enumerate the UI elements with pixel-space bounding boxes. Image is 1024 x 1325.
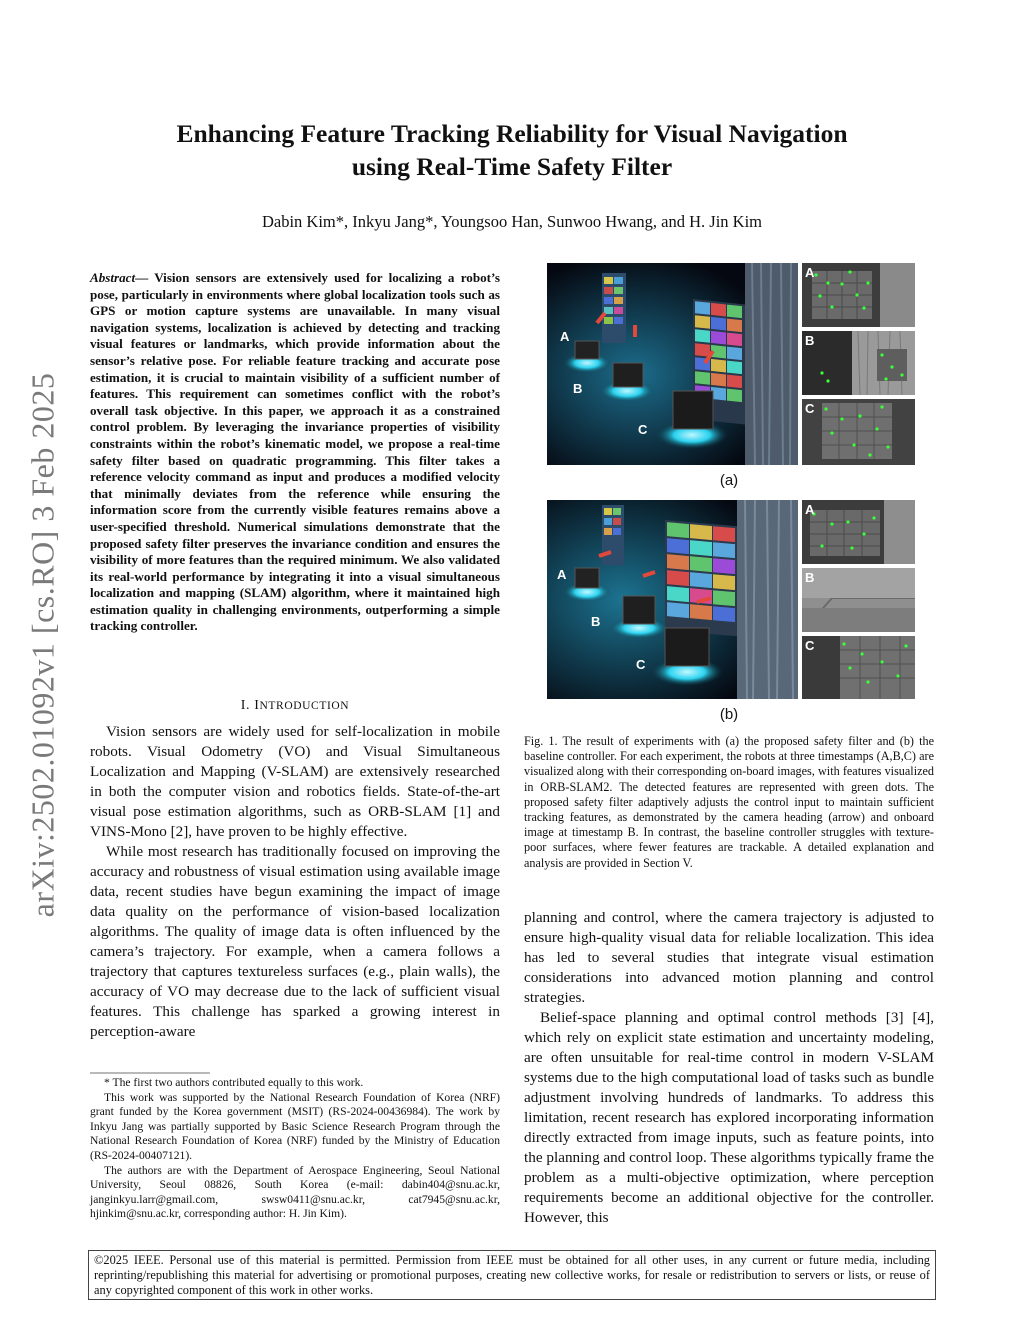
- section-numeral: I. I: [240, 698, 260, 713]
- onboard-image: [802, 636, 915, 699]
- robot-label-a: A: [560, 329, 570, 344]
- section-heading: [90, 698, 500, 714]
- paragraph: Belief-space planning and optimal control methods [3] [4], which rely on explicit state estimation and uncertainty modeling, are often unsuitable for real-time control in modern V-SLAM systems due to the high computational load of tasks such as bundle adjustment involving hundreds of landmarks. To address this limitation, recent research has explored incorporating information directly extracted from image inputs, such as feature points, into the planning and control loop. These algorithms typically frame the problem as a multi-objective optimization, where perception requirements become an additional objective for the controller. However, this: [524, 1009, 934, 1226]
- abstract: [90, 270, 500, 635]
- footnote-funding: This work was supported by the National Research Foundation of Korea (NRF) grant funded by the Korea government (MSIT) (RS-2024-00436984). The work by Inkyu Jang was partially supported by Basic Science Research Program through the National Research Foundation of Korea (NRF) funded by the Ministry of Education (RS-2024-00407121).: [90, 1090, 500, 1162]
- figure-a-scene: [547, 263, 798, 465]
- paper-title: [90, 117, 934, 183]
- onboard-label-b: B: [805, 333, 815, 348]
- onboard-image: [802, 399, 915, 465]
- figure-b-scene: [547, 500, 798, 699]
- figure-label-b: (b): [719, 706, 739, 723]
- robot-label-b: B: [573, 381, 583, 396]
- robot-label-c: C: [638, 422, 648, 437]
- robot-label-c: C: [636, 657, 646, 672]
- figure-label-a: (a): [719, 472, 739, 489]
- author-list: Dabin Kim*, Inkyu Jang*, Youngsoo Han, Sunwoo Hwang, and H. Jin Kim: [261, 212, 763, 231]
- footnote-equal-contribution: * The first two authors contributed equally to this work.: [104, 1076, 364, 1089]
- paragraph: While most research has traditionally focused on improving the accuracy and robustness of visual estimation using available image data, recent studies have begun examining the impact of image data quality on the performance of vision-based localization algorithms. The quality of image data is often influenced by the camera’s trajectory. For example, when a camera follows a trajectory that captures textureless surfaces (e.g., plain walls), the accuracy of VO may decrease due to the lack of sufficient visual features. This challenge has sparked a growing interest in perception-aware: [90, 843, 500, 1040]
- arxiv-stamp: [18, 360, 68, 930]
- figure-caption: Fig. 1. The result of experiments with (a) the proposed safety filter and (b) the baseline controller. For each experiment, the robots at three timestamps (A,B,C) are visualized along with their corresponding on-board images, with features visualized in ORB-SLAM2. The detected features are represented with green dots. The proposed safety filter adaptively adjusts the control input to maintain sufficient tracking features, as demonstrated by the camera heading (arrow) and onboard image at timestamp B. In contrast, the baseline controller struggles with texture-poor surfaces, where fewer features are trackable. A detailed explanation and analysis are provided in Section V.: [524, 734, 934, 870]
- figure-a-onboard-b: [802, 331, 915, 395]
- onboard-image: [802, 263, 915, 327]
- figure-a-onboard-c: [802, 399, 915, 465]
- figure-b-onboard-a: [802, 500, 915, 564]
- onboard-label-c: C: [805, 401, 815, 416]
- onboard-label-b: B: [805, 570, 815, 585]
- paragraph: Vision sensors are widely used for self-localization in mobile robots. Visual Odometry (VO) and Visual Simultaneous Localization and Mapping (V-SLAM) are extensively researched in both the computer vision and robotics fields. State-of-the-art visual pose estimation algorithms, such as ORB-SLAM [1] and VINS-Mono [2], have proven to be highly effective.: [90, 723, 500, 840]
- section-title-rest: NTRODUCTION: [259, 700, 350, 712]
- paragraph: planning and control, where the camera trajectory is adjusted to ensure high-quality visual data for reliable localization. This idea has led to several studies that integrate visual estimation considerations into advanced motion planning and control strategies.: [524, 909, 934, 1006]
- robot-label-a: A: [557, 567, 567, 582]
- footnotes: [90, 1076, 500, 1222]
- title-line-2: using Real-Time Safety Filter: [351, 152, 673, 181]
- figure-a-onboard-a: [802, 263, 915, 327]
- arxiv-id: arXiv:2502.01092v1 [cs.RO] 3 Feb 2025: [24, 372, 61, 918]
- figure-b-onboard-b: [802, 568, 915, 632]
- abstract-lead: Abstract: [90, 270, 136, 285]
- onboard-label-a: A: [805, 502, 815, 517]
- figure-b-main-photo: [547, 500, 798, 699]
- onboard-image: [802, 500, 915, 564]
- right-column-body: [524, 908, 934, 1228]
- onboard-label-c: C: [805, 638, 815, 653]
- title-line-1: Enhancing Feature Tracking Reliability for Visual Navigation: [176, 119, 848, 148]
- abstract-text: — Vision sensors are extensively used for localizing a robot’s pose, particularly in environments where global localization tools such as GPS or motion capture systems are unavailable. In many visual navigation systems, localization is achieved by detecting and tracking visual features or landmarks, which provide information about the sensor’s relative pose. For reliable feature tracking and accurate pose estimation, it is crucial to maintain visibility of a sufficient number of features. This requirement can sometimes conflict with the robot’s overall task objective. In this paper, we approach it as a constrained control problem. By leveraging the invariance properties of visibility constraints within the robot’s kinematic model, we propose a real-time safety filter based on quadratic programming. This filter takes a reference velocity command as input and produces a modified velocity that minimally deviates from the reference while ensuring the information score from the currently visible features remains above a user-specified threshold. Numerical simulations demonstrate that the proposed safety filter preserves the invariance condition and ensures the visibility of more features than the required minimum. We also validated its real-world performance by integrating it into a visual simultaneous localization and mapping (SLAM) algorithm, where it maintained high estimation quality in challenging environments, outperforming a simple tracking controller.: [90, 270, 500, 634]
- onboard-image: [802, 331, 915, 395]
- robot-label-b: B: [591, 614, 601, 629]
- footnote-rule: [90, 1072, 500, 1074]
- left-column-body: [90, 722, 500, 1042]
- figure-a-main-photo: [547, 263, 798, 465]
- onboard-label-a: A: [805, 265, 815, 280]
- onboard-image: [802, 568, 915, 632]
- figure-b-onboard-c: [802, 636, 915, 699]
- copyright-notice: ©2025 IEEE. Personal use of this material is permitted. Permission from IEEE must be obtained for all other uses, in any current or future media, including reprinting/republishing this material for advertising or promotional purposes, creating new collective works, for resale or redistribution to servers or lists, or reuse of any copyrighted component of this work in other works.: [88, 1250, 936, 1300]
- footnote-affiliation: The authors are with the Department of Aerospace Engineering, Seoul National University, Seoul 08826, South Korea (e-mail: dabin404@snu.ac.kr, janginkyu.larr@gmail.com, swsw0411@snu.ac.kr, cat7945@snu.ac.kr, hjinkim@snu.ac.kr, corresponding author: H. Jin Kim).: [90, 1163, 500, 1221]
